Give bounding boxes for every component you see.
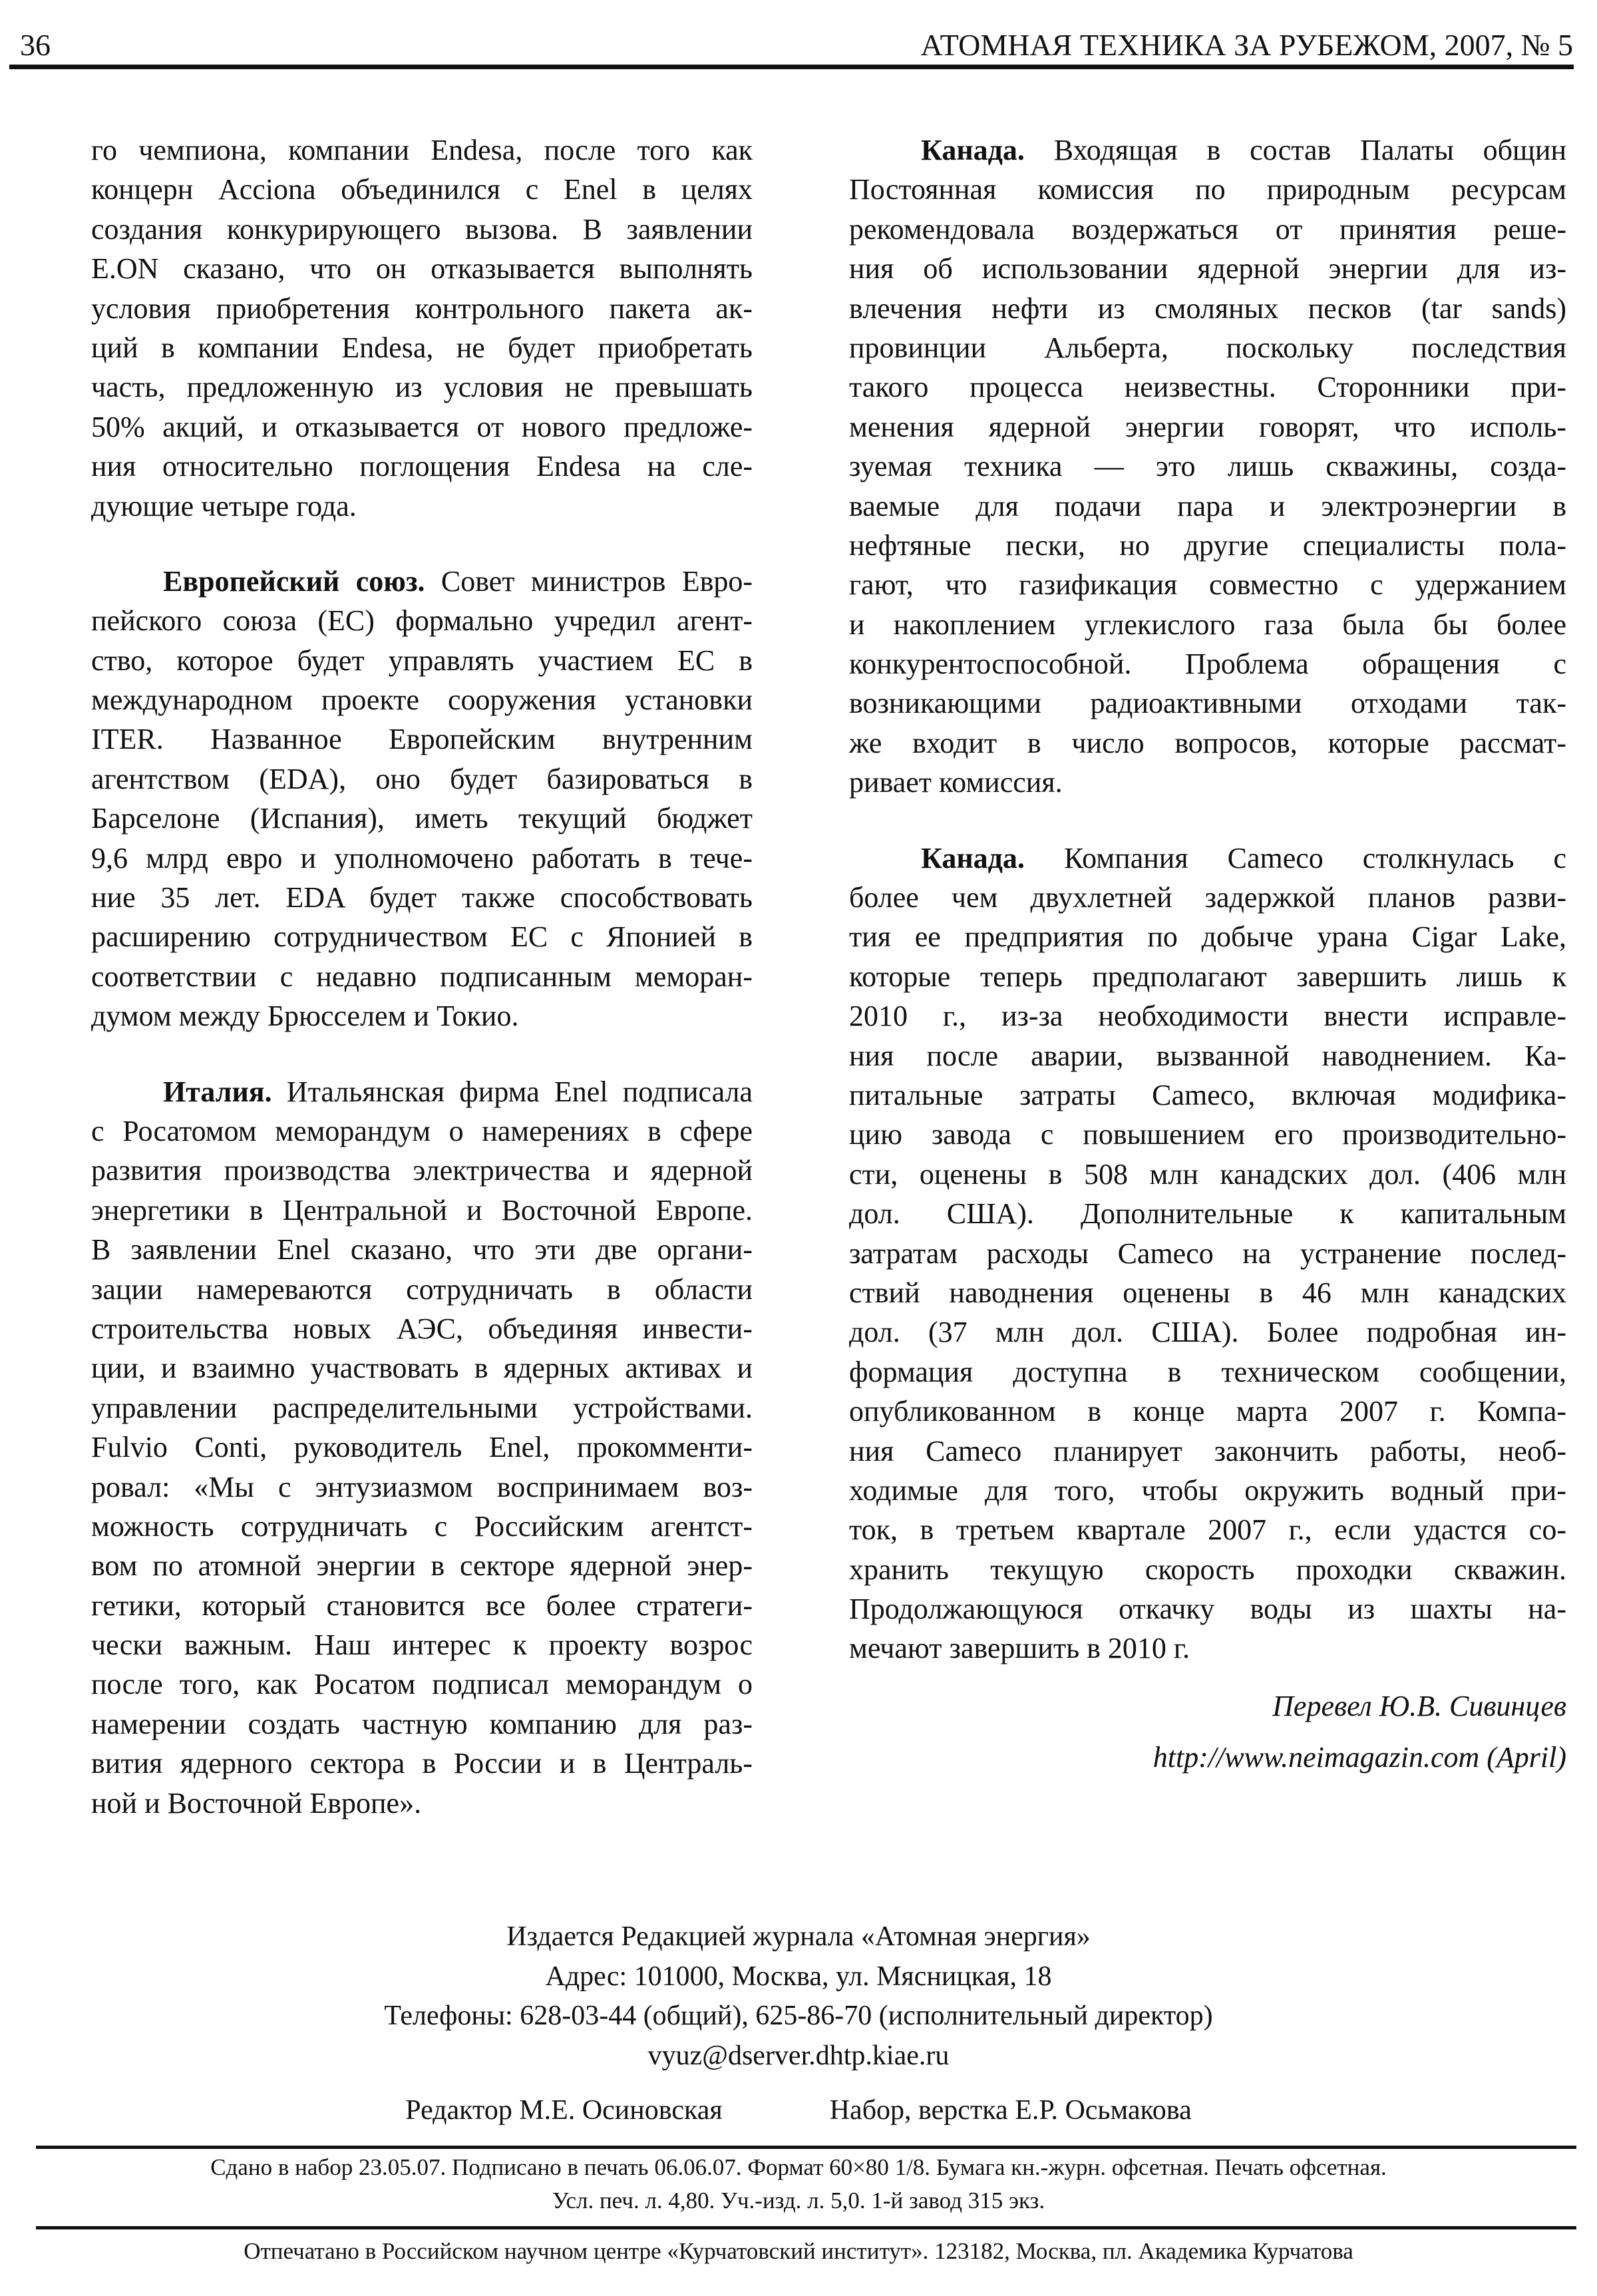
section-lead: Канада. bbox=[921, 841, 1025, 874]
text-line: нефтяные пески, но другие специалисты пола- bbox=[849, 528, 1566, 562]
address-line: Адрес: 101000, Москва, ул. Мясницкая, 18 bbox=[545, 1961, 1052, 1992]
journal-title: АТОМНАЯ ТЕХНИКА ЗА РУБЕЖОМ, 2007, № 5 bbox=[920, 28, 1573, 62]
text-line: создания конкурирующего вызова. В заявлении bbox=[91, 212, 753, 246]
text-line: дол. (37 млн дол. США). Более подробная ин- bbox=[849, 1316, 1566, 1349]
text-line: Постоянная комиссия по природным ресурсам bbox=[849, 173, 1566, 206]
line-text: Совет министров Евро- bbox=[425, 564, 753, 598]
text-line: ние 35 лет. EDA будет также способствовать bbox=[91, 881, 753, 914]
credits-line bbox=[0, 2090, 1597, 2130]
text-line: сти, оценены в 508 млн канадских дол. (406 млн bbox=[849, 1157, 1566, 1191]
text-line: думом между Брюсселем и Токио. bbox=[91, 1000, 519, 1033]
text-line: можность сотрудничать с Российским агентст- bbox=[91, 1509, 753, 1543]
text-line: зации намереваются сотрудничать в области bbox=[91, 1272, 753, 1306]
text-line: вом по атомной энергии в секторе ядерной энер- bbox=[91, 1549, 753, 1583]
text-line: Продолжающуюся откачку воды из шахты на- bbox=[849, 1593, 1566, 1626]
text-line: ровал: «Мы с энтузиазмом воспринимаем воз- bbox=[91, 1470, 753, 1503]
translator-name: Перевел Ю.В. Сивинцев bbox=[1272, 1689, 1566, 1722]
text-line: мечают завершить в 2010 г. bbox=[849, 1632, 1190, 1665]
text-line: такого процесса неизвестны. Сторонники при- bbox=[849, 371, 1566, 404]
text-line: ваемые для подачи пара и электроэнергии в bbox=[849, 489, 1566, 522]
text-line: расширению сотрудничеством ЕС с Японией в bbox=[91, 920, 753, 954]
text-line: ния относительно поглощения Endesa на сле- bbox=[91, 450, 753, 483]
translator-signature bbox=[849, 1680, 1566, 1783]
right-column bbox=[849, 130, 1566, 1783]
text-line: условия приобретения контрольного пакета ак- bbox=[91, 291, 753, 325]
text-line: энергетики в Центральной и Восточной Европе. bbox=[91, 1193, 753, 1227]
text-line: цию завода с повышением его производительно- bbox=[849, 1118, 1566, 1151]
text-line: пейского союза (ЕС) формально учредил агент- bbox=[91, 604, 753, 638]
text-line: хранить текущую скорость проходки скважин. bbox=[849, 1553, 1566, 1586]
text-line: тия ее предприятия по добыче урана Cigar Lake, bbox=[849, 920, 1566, 954]
text-line: E.ON сказано, что он отказывается выполнять bbox=[91, 252, 753, 286]
line-text: Итальянская фирма Enel подписала bbox=[271, 1075, 753, 1108]
text-line: ния Cameco планирует закончить работы, необ- bbox=[849, 1434, 1566, 1467]
text-line: ITER. Названное Европейским внутренним bbox=[91, 723, 753, 756]
section-lead: Италия. bbox=[163, 1075, 272, 1108]
text-line: строительства новых АЭС, объединяя инвести- bbox=[91, 1312, 753, 1345]
text-line: менения ядерной энергии говорят, что исполь- bbox=[849, 410, 1566, 443]
text-line: возникающими радиоактивными отходами так- bbox=[849, 687, 1566, 720]
article-paragraph bbox=[849, 839, 1566, 1668]
text-line: намерении создать частную компанию для раз- bbox=[91, 1707, 753, 1740]
text-line: развития производства электричества и ядерной bbox=[91, 1154, 753, 1187]
print-info-line-1: Сдано в набор 23.05.07. Подписано в печать 06.06.07. Формат 60×80 1/8. Бумага кн.-журн. офсетная. Печать офсетная. bbox=[210, 2154, 1387, 2180]
text-line: ции, и взаимно участвовать в ядерных активах и bbox=[91, 1352, 753, 1385]
text-line: и накоплением углекислого газа была бы более bbox=[849, 608, 1566, 641]
text-line: ток, в третьем квартале 2007 г., если удастся со- bbox=[849, 1513, 1566, 1547]
text-line: ходимые для того, чтобы окружить водный при- bbox=[849, 1473, 1566, 1507]
text-line: затратам расходы Cameco на устранение послед- bbox=[849, 1237, 1566, 1270]
text-line: дующие четыре года. bbox=[91, 489, 357, 522]
text-line: рекомендовала воздержаться от принятия реше- bbox=[849, 212, 1566, 246]
text-line: ния после аварии, вызванной наводнением. Ка- bbox=[849, 1039, 1566, 1072]
text-line bbox=[91, 562, 753, 601]
text-line: концерн Acciona объединился с Enel в целях bbox=[91, 173, 753, 206]
printed-at-line: Отпечатано в Российском научном центре «Курчатовский институт». 123182, Москва, пл. Академика Курчатова bbox=[244, 2238, 1353, 2264]
header-rule bbox=[9, 65, 1574, 69]
line-text: Входящая в состав Палаты общин bbox=[1024, 134, 1566, 166]
text-line: более чем двухлетней задержкой планов разви- bbox=[849, 881, 1566, 914]
print-info-line-2: Усл. печ. л. 4,80. Уч.-изд. л. 5,0. 1-й завод 315 экз. bbox=[552, 2188, 1045, 2213]
text-line: же входит в число вопросов, которые рассмат- bbox=[849, 726, 1566, 759]
text-line: ривает комиссия. bbox=[849, 766, 1063, 799]
text-line: часть, предложенную из условия не превышать bbox=[91, 371, 753, 404]
text-line: ной и Восточной Европе». bbox=[91, 1786, 422, 1819]
text-line: опубликованном в конце марта 2007 г. Компа- bbox=[849, 1395, 1566, 1428]
text-line: чески важным. Наш интерес к проекту возрос bbox=[91, 1628, 753, 1662]
text-line bbox=[849, 130, 1566, 170]
article-paragraph bbox=[849, 130, 1566, 803]
text-line: вития ядерного сектора в России и в Централь- bbox=[91, 1747, 753, 1780]
article-paragraph bbox=[91, 562, 753, 1036]
text-line: ций в компании Endesa, не будет приобретать bbox=[91, 331, 753, 364]
text-line: дол. США). Дополнительные к капитальным bbox=[849, 1197, 1566, 1231]
line-text: Компания Cameco столкнулась с bbox=[1024, 841, 1566, 874]
text-line: 9,6 млрд евро и уполномочено работать в тече- bbox=[91, 841, 753, 874]
text-line: агентством (EDA), оно будет базироваться в bbox=[91, 762, 753, 795]
text-line: го чемпиона, компании Endesa, после того как bbox=[91, 134, 753, 166]
text-line: провинции Альберта, поскольку последствия bbox=[849, 331, 1566, 364]
text-line: которые теперь предполагают завершить лишь к bbox=[849, 960, 1566, 993]
text-line: после того, как Росатом подписал меморандум о bbox=[91, 1668, 753, 1701]
page-number: 36 bbox=[20, 28, 51, 62]
text-line: формация доступна в техническом сообщении, bbox=[849, 1355, 1566, 1388]
article-paragraph bbox=[91, 1072, 753, 1823]
text-line: международном проекте сооружения установки bbox=[91, 683, 753, 717]
section-lead: Канада. bbox=[921, 134, 1025, 166]
left-column bbox=[91, 130, 753, 1859]
imprint-rule-top bbox=[36, 2146, 1576, 2149]
editor-credit: Редактор М.Е. Осиновская bbox=[405, 2095, 723, 2126]
text-line: зуемая техника — это лишь скважины, созда- bbox=[849, 450, 1566, 483]
text-line: ство, которое будет управлять участием ЕС в bbox=[91, 644, 753, 677]
text-line: Барселоне (Испания), иметь текущий бюджет bbox=[91, 802, 753, 835]
text-line bbox=[91, 1072, 753, 1111]
typesetting-credit: Набор, верстка Е.Р. Осьмакова bbox=[829, 2095, 1192, 2126]
text-line: ния об использовании ядерной энергии для из- bbox=[849, 252, 1566, 286]
text-line: питальные затраты Cameco, включая модифика- bbox=[849, 1078, 1566, 1111]
text-line: 50% акций, и отказывается от нового предложе- bbox=[91, 410, 753, 443]
section-lead: Европейский союз. bbox=[163, 564, 425, 598]
text-line: гетики, который становится все более стратеги- bbox=[91, 1589, 753, 1622]
text-line: Fulvio Conti, руководитель Enel, прокомменти- bbox=[91, 1431, 753, 1464]
text-line: ствий наводнения оценены в 46 млн канадских bbox=[849, 1276, 1566, 1309]
text-line: с Росатомом меморандум о намерениях в сфере bbox=[91, 1114, 753, 1147]
text-line: гают, что газификация совместно с удержанием bbox=[849, 568, 1566, 602]
source-link[interactable]: http://www.neimagazin.com (April) bbox=[1153, 1740, 1566, 1774]
text-line: конкурентоспособной. Проблема обращения с bbox=[849, 648, 1566, 681]
text-line: соответствии с недавно подписанным меморан- bbox=[91, 960, 753, 993]
email-link[interactable]: vyuz@dserver.dhtp.kiae.ru bbox=[647, 2040, 950, 2071]
text-line bbox=[849, 839, 1566, 878]
text-line: управлении распределительными устройствами. bbox=[91, 1391, 753, 1424]
text-line: влечения нефти из смоляных песков (tar sands) bbox=[849, 291, 1566, 325]
phones-line: Телефоны: 628-03-44 (общий), 625-86-70 (исполнительный директор) bbox=[384, 2001, 1213, 2031]
imprint-rule-bottom bbox=[36, 2226, 1576, 2229]
text-line: 2010 г., из-за необходимости внести исправле- bbox=[849, 1000, 1566, 1033]
text-line: В заявлении Enel сказано, что эти две органи- bbox=[91, 1233, 753, 1266]
publisher-line: Издается Редакцией журнала «Атомная энергия» bbox=[506, 1921, 1091, 1952]
article-paragraph bbox=[91, 130, 753, 526]
